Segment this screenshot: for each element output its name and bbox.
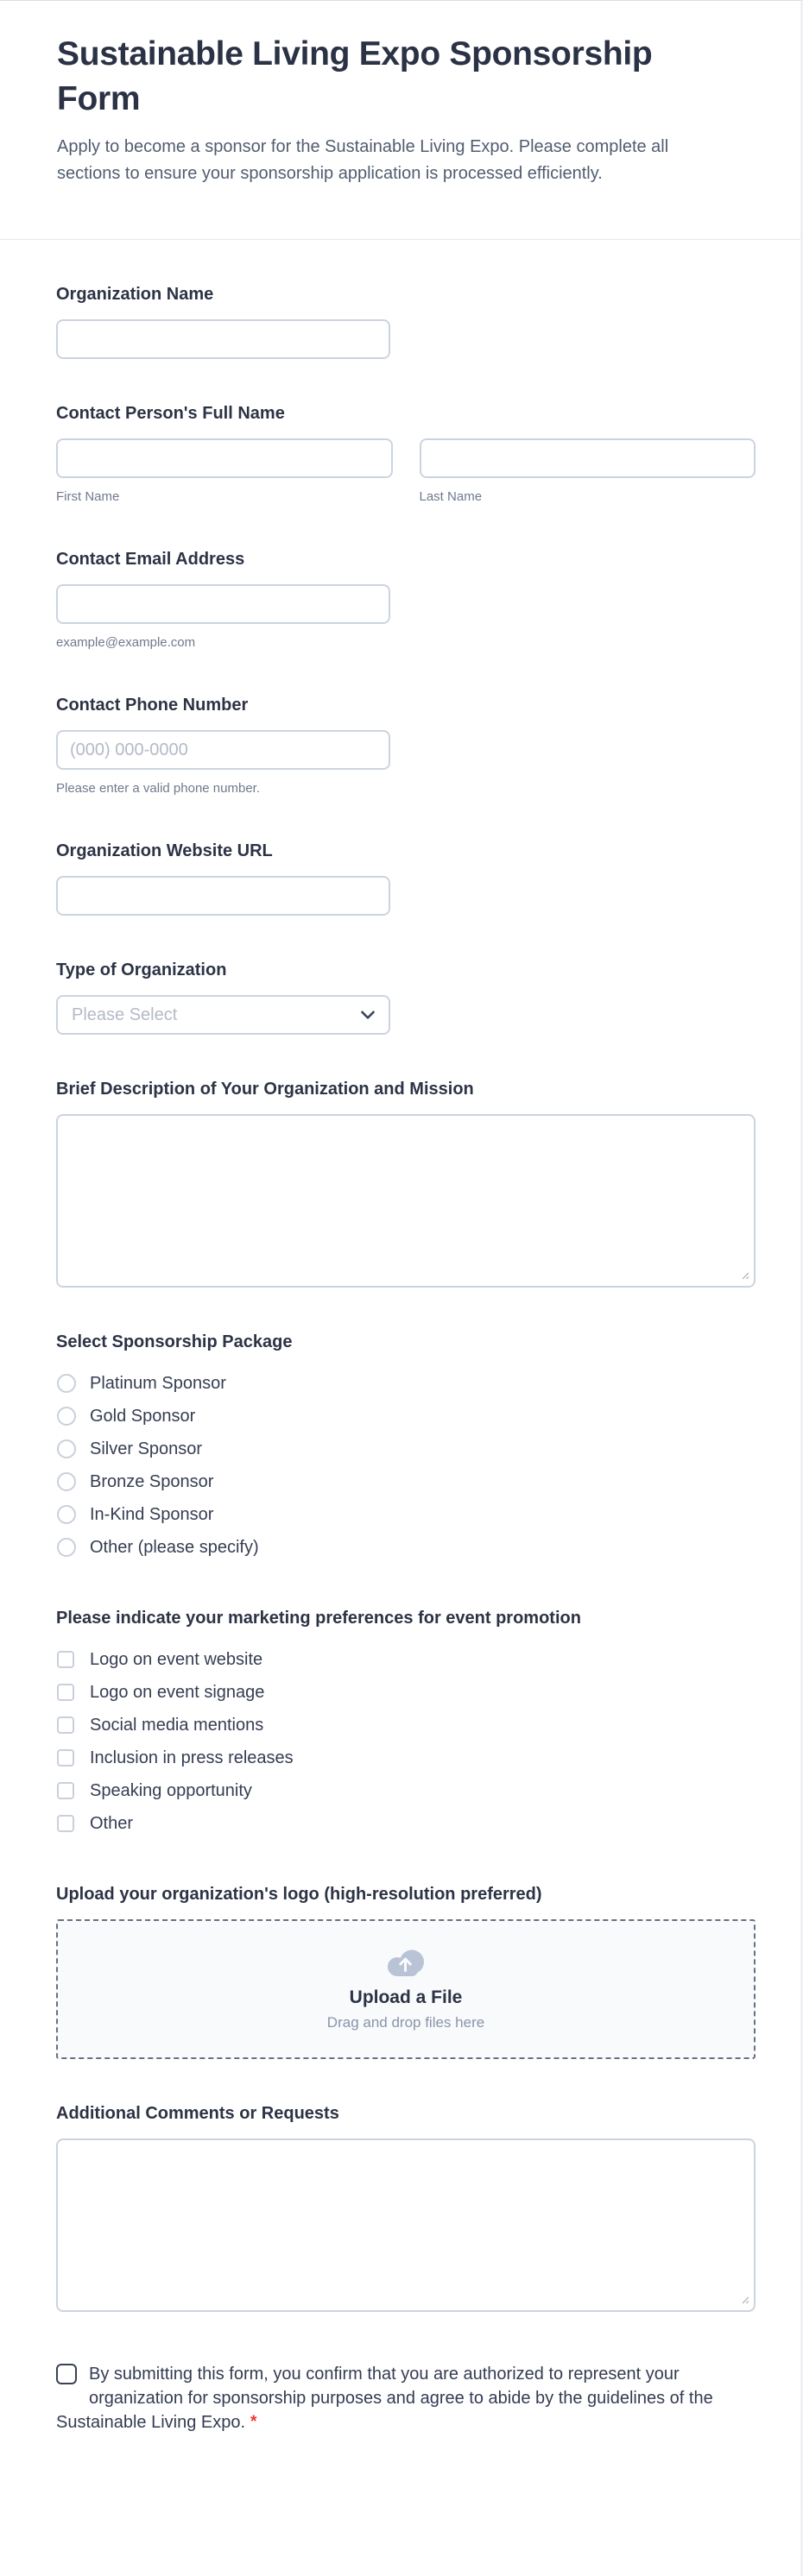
package-option-label: Bronze Sponsor — [90, 1471, 214, 1491]
resize-handle-icon[interactable] — [740, 1270, 749, 1280]
field-email — [56, 548, 753, 651]
mission-textarea[interactable] — [56, 1114, 756, 1288]
form-header — [0, 1, 800, 240]
package-radio-gold[interactable] — [57, 1407, 76, 1426]
website-label: Organization Website URL — [56, 841, 273, 860]
first-name-sublabel: First Name — [56, 489, 120, 504]
marketing-checkbox-speaking[interactable] — [57, 1782, 74, 1799]
package-option-silver[interactable] — [56, 1433, 753, 1465]
comments-textarea-wrap — [56, 2138, 756, 2312]
phone-sublabel: Please enter a valid phone number. — [56, 781, 260, 796]
package-option-label: Other (please specify) — [90, 1537, 259, 1557]
organization-name-input[interactable] — [56, 319, 390, 359]
field-organization-type — [56, 959, 753, 1035]
field-organization-name — [56, 283, 753, 359]
comments-label: Additional Comments or Requests — [56, 2104, 339, 2123]
package-options — [56, 1367, 753, 1564]
upload-drag-hint: Drag and drop files here — [326, 2013, 485, 2031]
organization-type-label: Type of Organization — [56, 960, 227, 979]
package-radio-other[interactable] — [57, 1538, 76, 1557]
marketing-option-label: Speaking opportunity — [90, 1780, 252, 1800]
field-marketing — [56, 1607, 753, 1840]
package-label: Select Sponsorship Package — [56, 1332, 293, 1351]
field-logo-upload — [56, 1883, 753, 2059]
mission-label: Brief Description of Your Organization and Mission — [56, 1080, 474, 1099]
package-option-other[interactable] — [56, 1531, 753, 1564]
marketing-option-label: Inclusion in press releases — [90, 1748, 294, 1767]
last-name-sublabel: Last Name — [419, 489, 483, 504]
marketing-option-label: Social media mentions — [90, 1715, 264, 1735]
field-phone — [56, 694, 753, 797]
package-radio-inkind[interactable] — [57, 1505, 76, 1524]
package-radio-platinum[interactable] — [57, 1374, 76, 1393]
package-option-label: Silver Sponsor — [90, 1439, 203, 1458]
first-name-input[interactable] — [56, 438, 393, 478]
confirmation-checkbox[interactable] — [56, 2364, 77, 2384]
confirmation-field — [56, 2362, 756, 2434]
form-description: Apply to become a sponsor for the Sustainable Living Expo. Please complete all sections to ensure your sponsorship application is processed efficiently. — [57, 137, 669, 183]
contact-name-label: Contact Person's Full Name — [56, 404, 285, 423]
mission-textarea-wrap — [56, 1114, 756, 1288]
last-name-input[interactable] — [420, 438, 756, 478]
package-option-label: Gold Sponsor — [90, 1406, 196, 1426]
required-asterisk: * — [250, 2413, 257, 2431]
confirmation-text: By submitting this form, you confirm that you are authorized to represent your organization for sponsorship purposes and agree to abide by the guidelines of the Sustainable Living Expo. — [56, 2365, 713, 2432]
field-comments — [56, 2102, 753, 2312]
email-sublabel: example@example.com — [56, 635, 196, 650]
field-package — [56, 1331, 753, 1564]
upload-cloud-icon — [385, 1948, 427, 1977]
upload-file-button-label: Upload a File — [349, 1987, 463, 2007]
package-radio-bronze[interactable] — [57, 1472, 76, 1491]
marketing-option-signage-logo[interactable] — [56, 1676, 753, 1709]
first-name-column — [56, 438, 393, 505]
marketing-option-other[interactable] — [56, 1807, 753, 1840]
marketing-option-speaking[interactable] — [56, 1774, 753, 1807]
phone-label: Contact Phone Number — [56, 696, 249, 715]
marketing-option-label: Logo on event website — [90, 1649, 263, 1669]
marketing-option-social-media[interactable] — [56, 1709, 753, 1741]
marketing-checkbox-other[interactable] — [57, 1815, 74, 1832]
website-input[interactable] — [56, 876, 390, 916]
marketing-option-press-releases[interactable] — [56, 1741, 753, 1774]
package-option-platinum[interactable] — [56, 1367, 753, 1400]
email-input[interactable] — [56, 584, 390, 624]
comments-textarea[interactable] — [56, 2138, 756, 2312]
marketing-option-label: Other — [90, 1813, 134, 1833]
marketing-checkbox-press-releases[interactable] — [57, 1749, 74, 1767]
marketing-option-website-logo[interactable] — [56, 1643, 753, 1676]
package-option-label: Platinum Sponsor — [90, 1373, 226, 1393]
chevron-down-icon — [361, 1011, 375, 1020]
package-option-inkind[interactable] — [56, 1498, 753, 1531]
package-option-label: In-Kind Sponsor — [90, 1504, 214, 1524]
field-mission — [56, 1078, 753, 1288]
marketing-label: Please indicate your marketing preferences for event promotion — [56, 1609, 581, 1628]
organization-type-select[interactable] — [56, 995, 390, 1035]
file-upload-dropzone[interactable] — [56, 1919, 756, 2059]
marketing-checkbox-social-media[interactable] — [57, 1716, 74, 1734]
field-website — [56, 840, 753, 916]
field-contact-name — [56, 402, 753, 505]
marketing-options — [56, 1643, 753, 1840]
package-option-gold[interactable] — [56, 1400, 753, 1433]
phone-input[interactable] — [56, 730, 390, 770]
marketing-option-label: Logo on event signage — [90, 1682, 265, 1702]
form-body — [0, 283, 800, 2538]
marketing-checkbox-website-logo[interactable] — [57, 1651, 74, 1668]
last-name-column — [420, 438, 756, 505]
page-title: Sustainable Living Expo Sponsorship Form — [57, 35, 653, 117]
marketing-checkbox-signage-logo[interactable] — [57, 1684, 74, 1701]
resize-handle-icon[interactable] — [740, 2295, 749, 2304]
organization-type-selected-value: Please Select — [72, 1005, 178, 1024]
package-radio-silver[interactable] — [57, 1439, 76, 1458]
package-option-bronze[interactable] — [56, 1465, 753, 1498]
organization-name-label: Organization Name — [56, 285, 214, 304]
name-row — [56, 438, 756, 505]
logo-upload-label: Upload your organization's logo (high-resolution preferred) — [56, 1885, 542, 1904]
email-label: Contact Email Address — [56, 550, 245, 569]
